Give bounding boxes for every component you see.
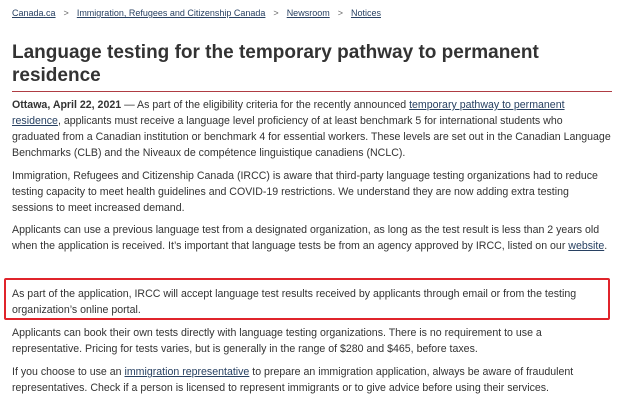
paragraph-previous-test [12,222,612,254]
temporary-pathway-link[interactable]: temporary pathway to permanent residence [12,99,565,127]
paragraph-accepted-results: As part of the application, IRCC will accept language test results received by applicants through email or from the testing organization’s online portal. [12,288,577,316]
paragraph-capacity: Immigration, Refugees and Citizenship Canada (IRCC) is aware that third-party language testing organizations had to reduce testing capacity to meet health guidelines and COVID-19 restrictions. We understand they are now adding extra testing sessions to meet increased demand. [12,170,598,214]
paragraph-text: , applicants must receive a language level proficiency of at least benchmark 5 for international students who graduated from a Canadian institution or benchmark 4 for essential workers. These levels are set out in the Canadian Language Benchmarks (CLB) and the Niveaux de compétence linguistique canadiens (NCLC). [12,115,611,159]
breadcrumb-separator: > [273,8,279,18]
breadcrumb-item-canada[interactable]: Canada.ca [12,8,56,18]
breadcrumb-separator: > [337,8,343,18]
paragraph-booking: Applicants can book their own tests directly with language testing organizations. There is no requirement to use a representative. Pricing for tests varies, but is generally in the range of $280 and $465, before taxes. [12,327,542,355]
paragraph-text: to prepare an immigration application, always be aware of fraudulent representatives. Check if a person is licensed to represent immigrants or to give advice before using their services. [12,366,574,394]
dateline: Ottawa, April 22, 2021 [12,99,122,111]
breadcrumb-item-notices[interactable]: Notices [350,8,381,18]
paragraph-intro [12,97,612,161]
paragraph-text: Applicants can use a previous language test from a designated organization, as long as the test result is less than 2 years old when the application is received. It’s important that language tests be from an agency approved by IRCC, listed on our [12,224,600,252]
breadcrumb-item-ircc[interactable]: Immigration, Refugees and Citizenship Canada [76,8,266,18]
title-divider [12,91,612,92]
breadcrumb [12,8,381,18]
page-title: Language testing for the temporary pathway to permanent residence [12,42,539,86]
paragraph-text: . [604,240,608,252]
paragraph-text: — As part of the eligibility criteria for the recently announced [121,99,410,111]
immigration-representative-link[interactable]: immigration representative [124,366,250,378]
breadcrumb-separator: > [63,8,69,18]
paragraph-text: If you choose to use an [12,366,125,378]
breadcrumb-item-newsroom[interactable]: Newsroom [286,8,330,18]
paragraph-representative [12,364,612,396]
website-link[interactable]: website [568,240,605,252]
